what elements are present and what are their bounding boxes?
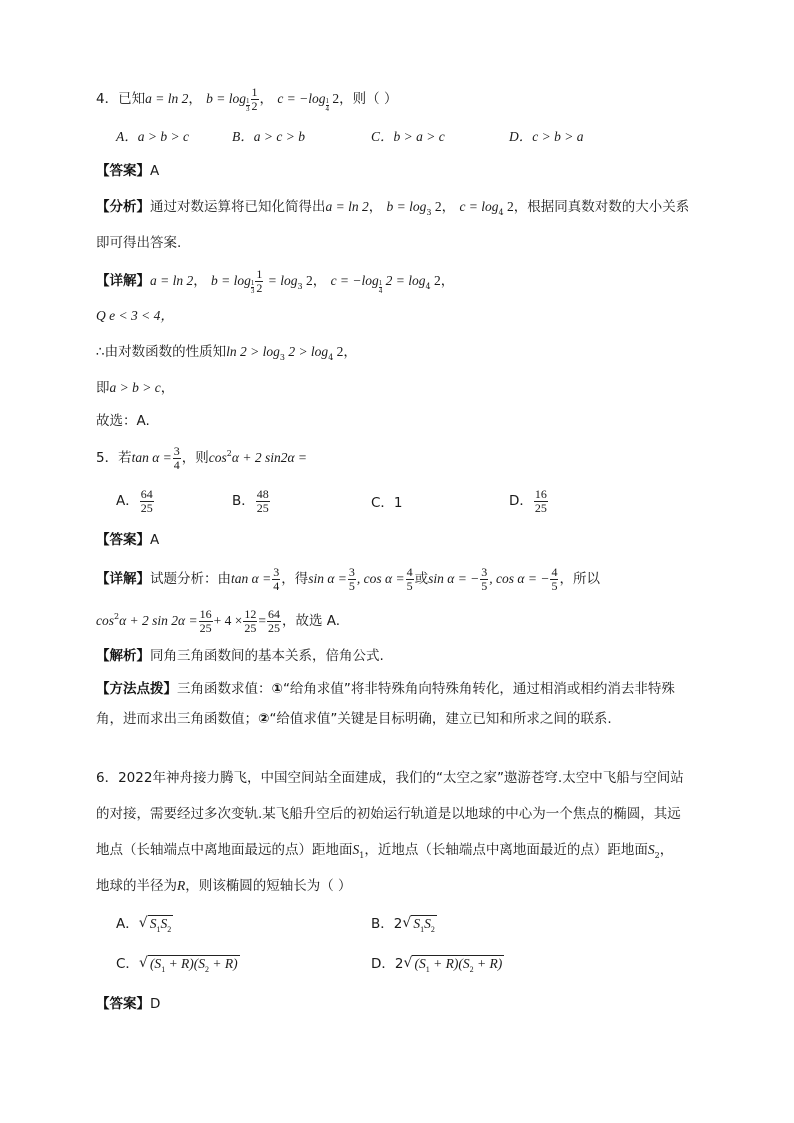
- q4-answer: 【答案】A: [96, 163, 160, 179]
- q5-detail-line1: 【详解】试题分析：由tan α = $\frac{3}{4}$ ，得sin α = $\frac{3}{5}$ , cos α = $\frac{4}{5}$ 或sin α = − $\frac{3}{5}$ , cos α = − $\frac{4}{5}$ ，所以: [96, 565, 600, 593]
- q5-tips-line2: 角，进而求出三角函数值；②“给值求值”关键是目标明确，建立已知和所求之间的联系.: [96, 711, 612, 727]
- q5-option-d: D． $\frac{16}{25}$: [509, 487, 547, 515]
- q4-detail-line1: 【详解】a = ln 2， b = log $\frac{1}{3}$ $\frac{1}{2}$ = $\log_3 2$， c = −log $\frac{1}{4}$ $2 = \log_4 2$，: [96, 267, 455, 295]
- q5-stem: 5．若tan α = $\frac{3}{4}$ ，则$\cos^2\alpha + 2$ sin2α =: [96, 444, 308, 472]
- q4-stem: 4．已知a = ln 2， b = log $\frac{1}{3}$ $\frac{1}{2}$ ， c = −log $\frac{1}{4}$ 2，则（ ）: [96, 85, 398, 113]
- q5-jiexi: 【解析】同角三角函数间的基本关系，倍角公式.: [96, 648, 384, 664]
- q5-detail-line2: $\cos^2\alpha + 2$ sin 2α = $\frac{16}{25}$ + 4 × $\frac{12}{25}$ = $\frac{64}{25}$ ，故选 A.: [96, 607, 341, 635]
- q6-answer: 【答案】D: [96, 996, 161, 1012]
- q4-step2: ∴由对数函数的性质知$\ln 2 > \log_3 2 > \log_4 2$，: [96, 344, 357, 362]
- q6-line3: 地点（长轴端点中离地面最远的点）距地面$S_1$，近地点（长轴端点中离地面最近的点）距地面$S_2$，: [96, 842, 674, 860]
- q6-option-a: A．√ $S_1S_2$: [116, 913, 173, 941]
- q6-line4: 地球的半径为R，则该椭圆的短轴长为（ ）: [96, 878, 352, 894]
- q5-option-c: C．1: [371, 495, 403, 511]
- q4-step3: 即a > b > c，: [96, 380, 175, 396]
- q5-option-a: A． $\frac{64}{25}$: [116, 487, 153, 515]
- q6-line2: 的对接，需要经过多次变轨.某飞船升空后的初始运行轨道是以地球的中心为一个焦点的椭圆，其远: [96, 806, 681, 822]
- q6-option-d: D．2√ $(S_1 + R)(S_2 + R)$: [371, 953, 504, 981]
- q4-analysis-line1: 【分析】通过对数运算将已知化简得出a = ln 2， $b = \log_3 2$， $c = \log_4 2$，根据同真数对数的大小关系: [96, 199, 690, 217]
- q4-option-b: B．a > c > b: [232, 129, 305, 144]
- q5-answer: 【答案】A: [96, 532, 160, 548]
- q6-option-b: B．2√ $S_1S_2$: [371, 913, 437, 941]
- q6-line1: 6．2022年神舟接力腾飞，中国空间站全面建成，我们的“太空之家”遨游苍穹.太空中飞船与空间站: [96, 770, 684, 786]
- q4-option-c: C．b > a > c: [371, 129, 445, 144]
- q5-tips-line1: 【方法点拨】三角函数求值：①“给角求值”将非特殊角向特殊角转化，通过相消或相约消去非特殊: [96, 681, 675, 697]
- q5-option-b: B． $\frac{48}{25}$: [232, 487, 269, 515]
- q4-option-a: A．a > b > c: [116, 129, 189, 144]
- q4-option-d: D．c > b > a: [509, 129, 584, 144]
- q4-step1: Q e < 3 < 4，: [96, 308, 174, 323]
- q6-option-c: C．√ $(S_1 + R)(S_2 + R)$: [116, 953, 240, 981]
- q4-choice: 故选：A.: [96, 413, 150, 429]
- q4-analysis-line2: 即可得出答案.: [96, 235, 182, 251]
